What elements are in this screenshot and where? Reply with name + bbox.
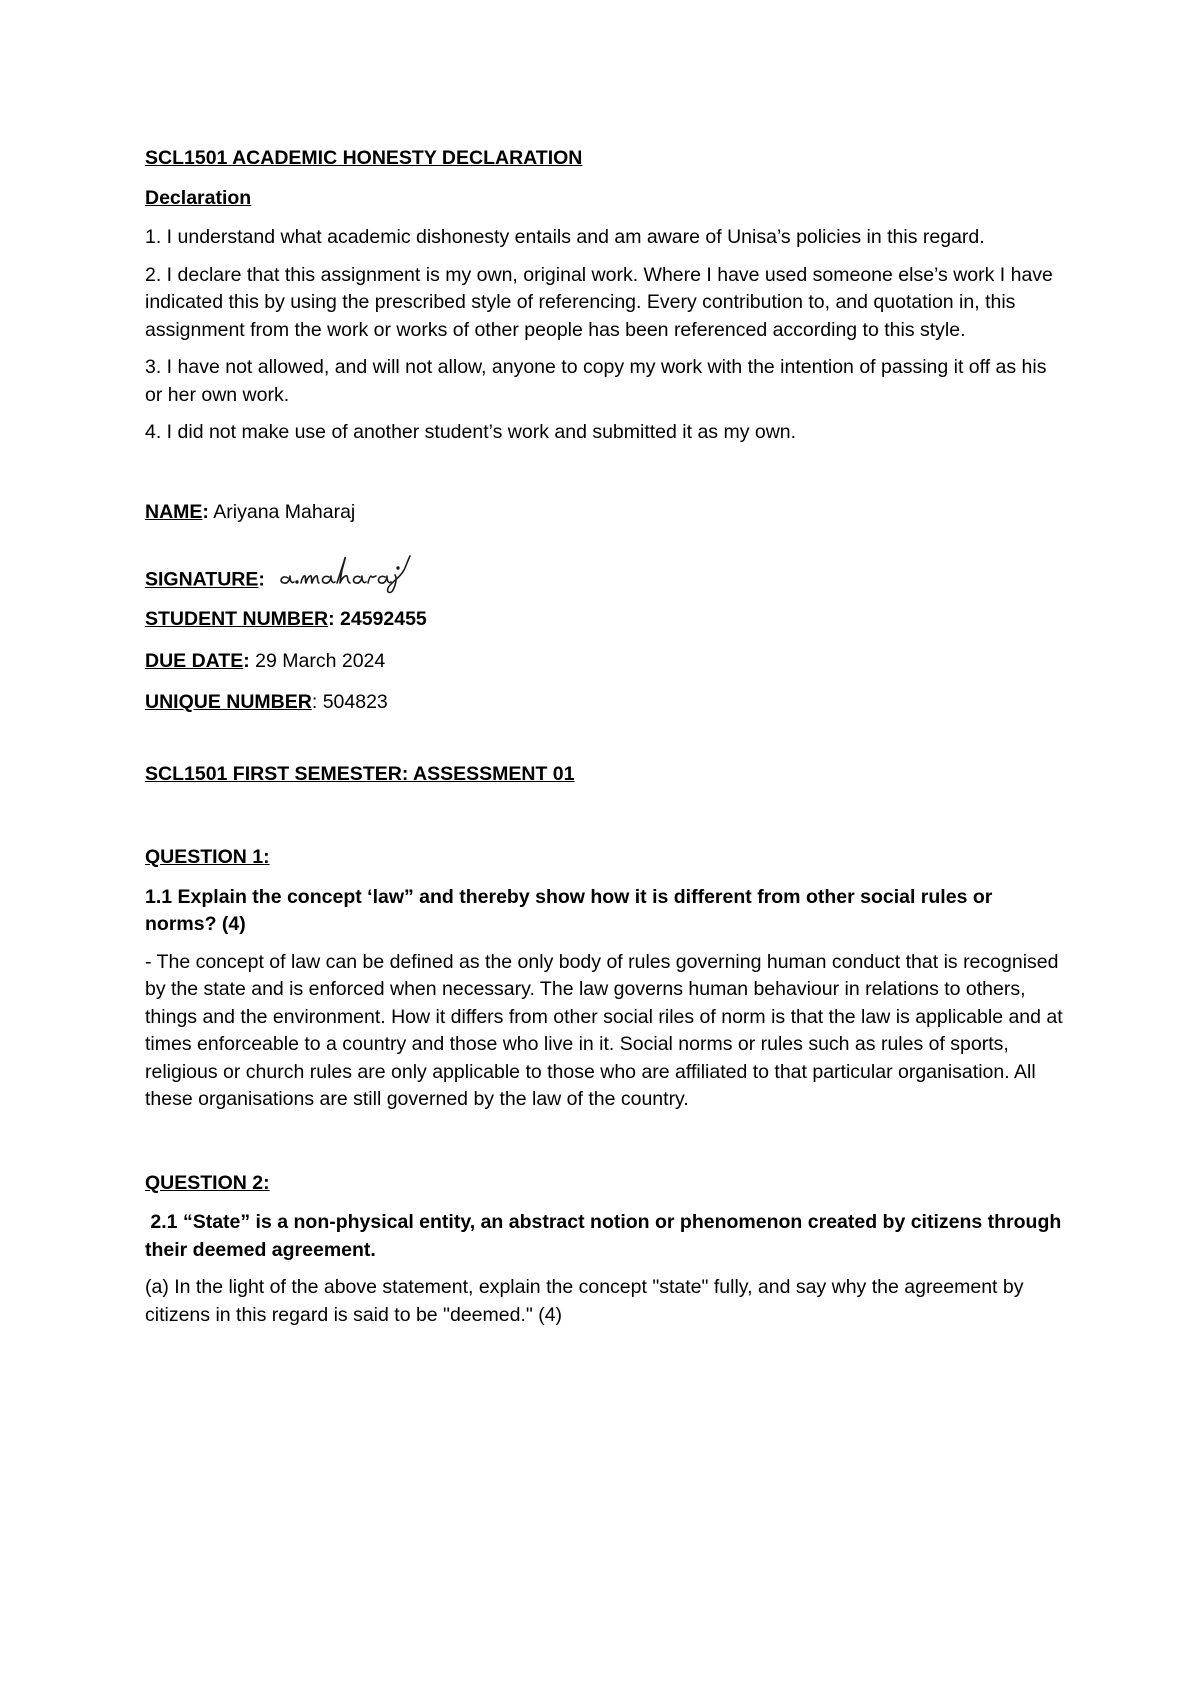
student-number-separator: : xyxy=(328,608,335,630)
student-number-value: 24592455 xyxy=(340,608,427,630)
name-value: Ariyana Maharaj xyxy=(213,500,356,523)
student-number-field xyxy=(145,606,1065,634)
question-2-sub-a: (a) In the light of the above statement, explain the concept "state" fully, and say why the agreement by citizens in this regard is said to be "deemed." (4) xyxy=(145,1276,1024,1326)
question-2-prompt: 2.1 “State” is a non-physical entity, an abstract notion or phenomenon created by citizens through their deemed agreement. xyxy=(145,1211,1067,1261)
due-date-label: DUE DATE xyxy=(145,649,244,672)
due-date-value: 29 March 2024 xyxy=(255,649,386,672)
question-2-heading: QUESTION 2: xyxy=(145,1171,270,1194)
due-date-separator: : xyxy=(243,649,250,672)
question-1-answer: - The concept of law can be defined as the only body of rules governing human conduct that is recognised by the state and is enforced when necessary. The law governs human behaviour in relations to others, things and the environment. How it differs from other social riles of norm is that the law is applicable and at times enforceable to a country and those who live in it. Social norms or rules such as rules of sports, religious or church rules are only applicable to those who are affiliated to that particular organisation. All these organisations are still governed by the law of the country. xyxy=(145,950,1063,1110)
handwritten-signature xyxy=(274,548,444,594)
declaration-item-4: 4. I did not make use of another student’s work and submitted it as my own. xyxy=(145,421,797,443)
signature-label: SIGNATURE xyxy=(145,568,259,591)
name-field xyxy=(145,499,1065,527)
name-separator: : xyxy=(202,500,209,523)
declaration-title: SCL1501 ACADEMIC HONESTY DECLARATION xyxy=(145,147,583,169)
declaration-item-1: 1. I understand what academic dishonesty entails and am aware of Unisa’s policies in this regard. xyxy=(145,226,985,248)
signature-separator: : xyxy=(258,568,265,591)
student-number-label: STUDENT NUMBER xyxy=(145,608,329,630)
declaration-item-3: 3. I have not allowed, and will not allow, anyone to copy my work with the intention of passing it off as his or her own work. xyxy=(145,356,1047,406)
question-1-heading: QUESTION 1: xyxy=(145,846,270,868)
declaration-subheading: Declaration xyxy=(145,186,252,209)
question-1-prompt: 1.1 Explain the concept ‘law” and thereby show how it is different from other social rules or norms? (4) xyxy=(145,885,993,935)
assessment-heading: SCL1501 FIRST SEMESTER: ASSESSMENT 01 xyxy=(145,762,575,785)
document-content xyxy=(145,145,1065,1329)
unique-number-separator: : xyxy=(311,691,318,713)
name-label: NAME xyxy=(145,500,203,523)
signature-field xyxy=(145,548,1065,594)
unique-number-field xyxy=(145,689,1065,717)
declaration-item-2: 2. I declare that this assignment is my own, original work. Where I have used someone else’s work I have indicated this by using the prescribed style of referencing. Every contribution to, and quotation in, this assignment from the work or works of other people has been referenced according to this style. xyxy=(145,263,1053,341)
unique-number-label: UNIQUE NUMBER xyxy=(145,691,312,713)
unique-number-value: 504823 xyxy=(322,691,388,713)
due-date-field xyxy=(145,648,1065,676)
